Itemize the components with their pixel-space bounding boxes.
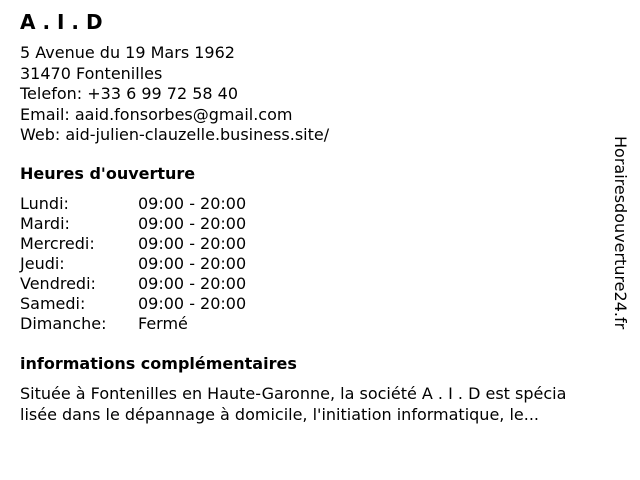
time-range: 09:00 - 20:00 bbox=[138, 254, 247, 273]
hours-row-wednesday bbox=[20, 234, 246, 254]
opening-hours-heading: Heures d'ouverture bbox=[20, 164, 196, 183]
watermark-text: Horairesdouverture24.fr bbox=[611, 136, 630, 330]
hours-row-sunday bbox=[20, 314, 246, 334]
business-description bbox=[20, 384, 600, 425]
site-watermark bbox=[598, 136, 640, 376]
time-range: Fermé bbox=[138, 314, 188, 333]
hours-row-friday bbox=[20, 274, 246, 294]
business-name: A . I . D bbox=[20, 10, 103, 34]
time-range: 09:00 - 20:00 bbox=[138, 234, 247, 253]
website-url: Web: aid-julien-clauzelle.business.site/ bbox=[20, 125, 330, 144]
hours-row-saturday bbox=[20, 294, 246, 314]
opening-hours-table bbox=[20, 194, 246, 334]
email-address: Email: aaid.fonsorbes@gmail.com bbox=[20, 104, 293, 124]
description-line: Située à Fontenilles en Haute-Garonne, la société A . I . D est spécia bbox=[20, 384, 567, 403]
day-label: Mercredi: bbox=[20, 234, 95, 253]
day-label: Lundi: bbox=[20, 194, 69, 213]
day-label: Jeudi: bbox=[20, 254, 65, 273]
day-label: Dimanche: bbox=[20, 314, 107, 333]
additional-info-heading: informations complémentaires bbox=[20, 354, 297, 373]
contact-block bbox=[20, 43, 329, 146]
day-label: Mardi: bbox=[20, 214, 70, 233]
hours-row-monday bbox=[20, 194, 246, 214]
description-line: lisée dans le dépannage à domicile, l'initiation informatique, le... bbox=[20, 404, 540, 424]
hours-row-tuesday bbox=[20, 214, 246, 234]
day-label: Samedi: bbox=[20, 294, 86, 313]
address-street: 5 Avenue du 19 Mars 1962 bbox=[20, 43, 235, 62]
time-range: 09:00 - 20:00 bbox=[138, 214, 247, 233]
hours-row-thursday bbox=[20, 254, 246, 274]
day-label: Vendredi: bbox=[20, 274, 96, 293]
time-range: 09:00 - 20:00 bbox=[138, 274, 247, 293]
time-range: 09:00 - 20:00 bbox=[138, 194, 247, 213]
phone-number: Telefon: +33 6 99 72 58 40 bbox=[20, 84, 239, 103]
time-range: 09:00 - 20:00 bbox=[138, 294, 247, 313]
address-city: 31470 Fontenilles bbox=[20, 63, 163, 83]
